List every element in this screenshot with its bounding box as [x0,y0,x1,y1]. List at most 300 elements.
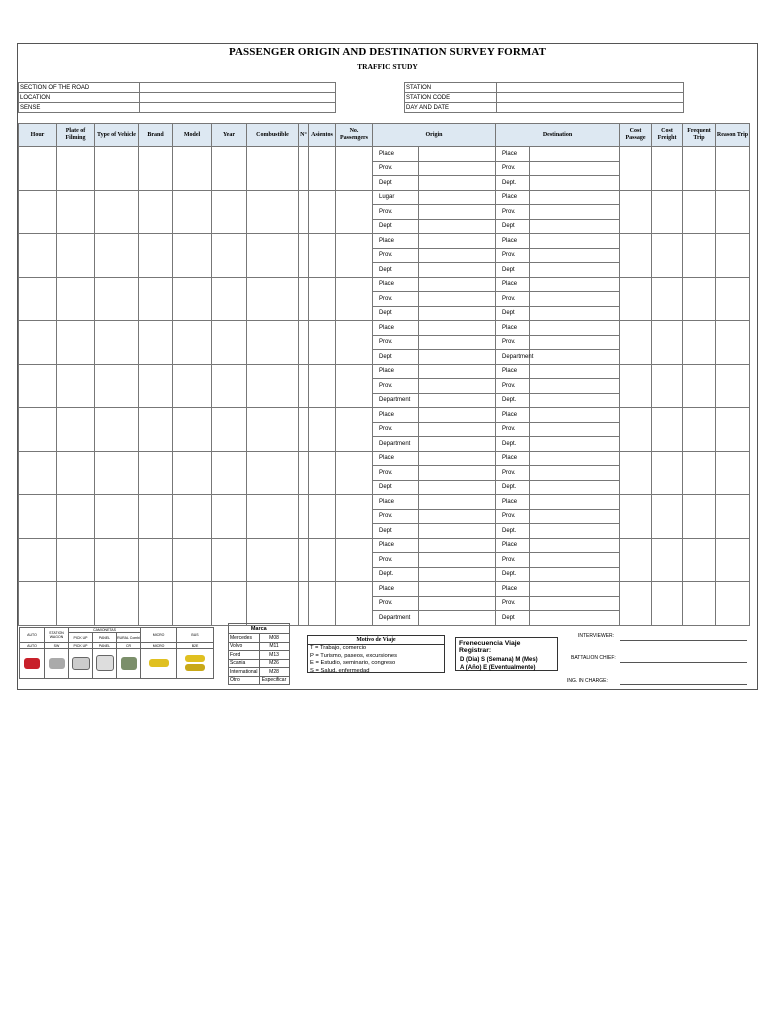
destination-value[interactable] [530,263,620,278]
info-label: SENSE [19,103,140,113]
destination-value[interactable] [530,190,620,205]
entry-cell[interactable] [173,321,212,365]
destination-value[interactable] [530,161,620,176]
entry-cell[interactable] [95,408,139,452]
table-row [19,277,750,292]
entry-cell[interactable] [173,277,212,321]
origin-value[interactable] [419,422,496,437]
entry-cell[interactable] [212,364,247,408]
destination-value[interactable] [530,422,620,437]
entry-cell[interactable] [683,277,716,321]
document-title: PASSENGER ORIGIN AND DESTINATION SURVEY FORMAT [228,46,547,58]
entry-cell[interactable] [173,234,212,278]
destination-value[interactable] [530,176,620,191]
trip-reason-item: E = Estudio, seminario, congreso [310,660,396,666]
entry-cell[interactable] [299,234,309,278]
entry-cell[interactable] [19,408,57,452]
entry-cell[interactable] [716,495,750,539]
brand-code: M08 [259,634,289,643]
destination-sublabel: Prov. [496,248,530,263]
entry-cell[interactable] [212,321,247,365]
destination-value[interactable] [530,147,620,162]
destination-sublabel: Dept. [496,393,530,408]
entry-cell[interactable] [247,234,299,278]
entry-cell[interactable] [652,321,683,365]
entry-cell[interactable] [683,147,716,191]
destination-sublabel: Department [496,350,530,365]
info-value[interactable] [497,93,684,103]
entry-cell[interactable] [95,277,139,321]
entry-cell[interactable] [95,190,139,234]
entry-cell[interactable] [336,408,373,452]
destination-value[interactable] [530,509,620,524]
destination-sublabel: Prov. [496,205,530,220]
vehicle-label: CAMIONETAS [69,628,141,633]
entry-cell[interactable] [620,321,652,365]
entry-cell[interactable] [139,408,173,452]
entry-cell[interactable] [309,321,336,365]
column-header: Cost Passage [620,124,652,147]
entry-cell[interactable] [95,582,139,626]
entry-cell[interactable] [173,451,212,495]
column-header: Origin [373,124,496,147]
entry-cell[interactable] [57,364,95,408]
destination-value[interactable] [530,248,620,263]
info-value[interactable] [497,103,684,113]
vehicle-label: MICRO [141,628,177,643]
entry-cell[interactable] [683,451,716,495]
entry-cell[interactable] [299,364,309,408]
origin-value[interactable] [419,263,496,278]
entry-cell[interactable] [299,451,309,495]
entry-cell[interactable] [299,538,309,582]
origin-value[interactable] [419,379,496,394]
entry-cell[interactable] [139,234,173,278]
vehicle-label: RURAL Combi [117,633,141,643]
destination-sublabel: Prov. [496,161,530,176]
entry-cell[interactable] [212,147,247,191]
info-label: STATION [405,83,497,93]
destination-value[interactable] [530,567,620,582]
engineer-line[interactable] [620,684,747,685]
entry-cell[interactable] [247,277,299,321]
entry-cell[interactable] [652,277,683,321]
entry-cell[interactable] [309,495,336,539]
destination-sublabel: Dept [496,611,530,626]
origin-value[interactable] [419,393,496,408]
entry-cell[interactable] [620,277,652,321]
origin-value[interactable] [419,538,496,553]
brand-legend [228,623,290,685]
destination-sublabel: Dept. [496,567,530,582]
origin-sublabel: Prov. [373,205,419,220]
column-header: Frequent Trip [683,124,716,147]
entry-cell[interactable] [652,538,683,582]
entry-cell[interactable] [683,495,716,539]
destination-value[interactable] [530,393,620,408]
brand-code: M26 [259,659,289,668]
entry-cell[interactable] [139,495,173,539]
entry-cell[interactable] [139,538,173,582]
destination-value[interactable] [530,437,620,452]
entry-cell[interactable] [309,147,336,191]
origin-value[interactable] [419,553,496,568]
entry-cell[interactable] [652,234,683,278]
entry-cell[interactable] [652,364,683,408]
origin-sublabel: Place [373,147,419,162]
destination-value[interactable] [530,379,620,394]
footer [18,623,757,689]
entry-cell[interactable] [620,451,652,495]
entry-cell[interactable] [173,147,212,191]
destination-value[interactable] [530,321,620,336]
origin-sublabel: Place [373,451,419,466]
origin-sublabel: Prov. [373,335,419,350]
destination-sublabel: Dept. [496,480,530,495]
column-header: Brand [139,124,173,147]
entry-cell[interactable] [620,538,652,582]
frequency-line: D (Dia) S (Semana) M (Mes) [460,657,538,663]
entry-cell[interactable] [19,495,57,539]
entry-cell[interactable] [139,277,173,321]
vehicle-code: PICK UP [69,643,93,649]
entry-cell[interactable] [336,582,373,626]
origin-sublabel: Place [373,234,419,249]
entry-cell[interactable] [299,408,309,452]
destination-sublabel: Place [496,190,530,205]
vehicle-code: AUTO [20,643,45,649]
entry-cell[interactable] [716,190,750,234]
entry-cell[interactable] [247,495,299,539]
entry-cell[interactable] [683,234,716,278]
entry-cell[interactable] [336,451,373,495]
origin-value[interactable] [419,234,496,249]
origin-sublabel: Prov. [373,379,419,394]
entry-cell[interactable] [620,147,652,191]
entry-cell[interactable] [19,277,57,321]
destination-value[interactable] [530,480,620,495]
entry-cell[interactable] [139,364,173,408]
origin-value[interactable] [419,219,496,234]
entry-cell[interactable] [19,147,57,191]
entry-cell[interactable] [95,321,139,365]
entry-cell[interactable] [652,408,683,452]
entry-cell[interactable] [19,538,57,582]
entry-cell[interactable] [57,147,95,191]
origin-sublabel: Dept [373,524,419,539]
entry-cell[interactable] [716,408,750,452]
entry-cell[interactable] [95,234,139,278]
entry-cell[interactable] [716,582,750,626]
destination-sublabel: Prov. [496,335,530,350]
entry-cell[interactable] [57,495,95,539]
entry-cell[interactable] [652,147,683,191]
entry-cell[interactable] [247,582,299,626]
micro-bus-icon [141,649,177,679]
brand-name: Volvo [229,642,260,651]
entry-cell[interactable] [683,321,716,365]
trip-reason-title: Motivo de Viaje [308,636,444,645]
entry-cell[interactable] [57,321,95,365]
origin-value[interactable] [419,176,496,191]
entry-cell[interactable] [309,538,336,582]
entry-cell[interactable] [139,321,173,365]
entry-cell[interactable] [716,321,750,365]
destination-value[interactable] [530,582,620,597]
entry-cell[interactable] [652,582,683,626]
brand-row [229,642,290,651]
entry-cell[interactable] [336,321,373,365]
info-label: DAY AND DATE [405,103,497,113]
entry-cell[interactable] [299,190,309,234]
origin-value[interactable] [419,306,496,321]
origin-value[interactable] [419,480,496,495]
entry-cell[interactable] [212,495,247,539]
entry-cell[interactable] [620,582,652,626]
entry-cell[interactable] [95,451,139,495]
entry-cell[interactable] [19,364,57,408]
entry-cell[interactable] [173,582,212,626]
engineer-label: ING. IN CHARGE: [567,678,608,684]
origin-value[interactable] [419,596,496,611]
station-wagon-icon [45,649,69,679]
entry-cell[interactable] [247,190,299,234]
destination-value[interactable] [530,596,620,611]
origin-value[interactable] [419,277,496,292]
entry-cell[interactable] [57,582,95,626]
entry-cell[interactable] [620,408,652,452]
origin-value[interactable] [419,495,496,510]
destination-value[interactable] [530,277,620,292]
origin-value[interactable] [419,509,496,524]
entry-cell[interactable] [652,190,683,234]
origin-value[interactable] [419,205,496,220]
column-header: N° [299,124,309,147]
entry-cell[interactable] [652,451,683,495]
entry-cell[interactable] [299,277,309,321]
entry-cell[interactable] [247,408,299,452]
entry-cell[interactable] [212,451,247,495]
entry-cell[interactable] [212,277,247,321]
table-row [19,147,750,162]
origin-value[interactable] [419,364,496,379]
entry-cell[interactable] [309,364,336,408]
entry-cell[interactable] [683,582,716,626]
entry-cell[interactable] [716,234,750,278]
destination-value[interactable] [530,205,620,220]
entry-cell[interactable] [212,190,247,234]
entry-cell[interactable] [683,364,716,408]
entry-cell[interactable] [57,234,95,278]
entry-cell[interactable] [620,495,652,539]
entry-cell[interactable] [247,538,299,582]
entry-cell[interactable] [247,147,299,191]
destination-value[interactable] [530,335,620,350]
entry-cell[interactable] [299,582,309,626]
entry-cell[interactable] [683,538,716,582]
column-header: Combustible [247,124,299,147]
entry-cell[interactable] [139,451,173,495]
entry-cell[interactable] [19,582,57,626]
destination-sublabel: Prov. [496,292,530,307]
destination-value[interactable] [530,495,620,510]
origin-sublabel: Prov. [373,553,419,568]
entry-cell[interactable] [336,538,373,582]
entry-cell[interactable] [683,408,716,452]
entry-cell[interactable] [139,582,173,626]
destination-value[interactable] [530,234,620,249]
entry-cell[interactable] [299,321,309,365]
column-header: Cost Freight [652,124,683,147]
destination-value[interactable] [530,408,620,423]
origin-sublabel: Dept [373,176,419,191]
origin-value[interactable] [419,248,496,263]
brand-code: M28 [259,668,289,677]
brand-row [229,668,290,677]
destination-value[interactable] [530,364,620,379]
info-value[interactable] [140,93,336,103]
destination-sublabel: Dept [496,219,530,234]
destination-value[interactable] [530,553,620,568]
info-label: LOCATION [19,93,140,103]
entry-cell[interactable] [57,451,95,495]
origin-sublabel: Dept. [373,567,419,582]
destination-value[interactable] [530,466,620,481]
destination-sublabel: Dept. [496,437,530,452]
origin-value[interactable] [419,408,496,423]
entry-cell[interactable] [336,495,373,539]
origin-value[interactable] [419,567,496,582]
entry-cell[interactable] [716,538,750,582]
destination-sublabel: Prov. [496,422,530,437]
entry-cell[interactable] [247,451,299,495]
frequency-line: A (Año) E (Eventualmente) [460,665,536,671]
entry-cell[interactable] [19,234,57,278]
entry-cell[interactable] [716,364,750,408]
entry-cell[interactable] [173,495,212,539]
entry-cell[interactable] [620,364,652,408]
entry-cell[interactable] [336,234,373,278]
entry-cell[interactable] [309,451,336,495]
entry-cell[interactable] [95,364,139,408]
info-value[interactable] [140,83,336,93]
destination-value[interactable] [530,292,620,307]
entry-cell[interactable] [212,234,247,278]
entry-cell[interactable] [95,538,139,582]
entry-cell[interactable] [173,364,212,408]
destination-value[interactable] [530,451,620,466]
table-row [19,234,750,249]
destination-value[interactable] [530,524,620,539]
entry-cell[interactable] [299,147,309,191]
destination-value[interactable] [530,538,620,553]
entry-cell[interactable] [247,321,299,365]
origin-value[interactable] [419,582,496,597]
vehicle-label: BUS [177,628,214,643]
entry-cell[interactable] [309,234,336,278]
info-value[interactable] [140,103,336,113]
entry-cell[interactable] [173,538,212,582]
entry-cell[interactable] [57,538,95,582]
entry-cell[interactable] [95,495,139,539]
interviewer-line[interactable] [620,640,747,641]
destination-value[interactable] [530,219,620,234]
entry-cell[interactable] [139,190,173,234]
entry-cell[interactable] [57,408,95,452]
origin-value[interactable] [419,335,496,350]
entry-cell[interactable] [716,451,750,495]
entry-cell[interactable] [19,190,57,234]
origin-value[interactable] [419,292,496,307]
origin-sublabel: Prov. [373,509,419,524]
origin-sublabel: Place [373,364,419,379]
origin-value[interactable] [419,437,496,452]
entry-cell[interactable] [95,147,139,191]
entry-cell[interactable] [336,277,373,321]
destination-value[interactable] [530,350,620,365]
origin-value[interactable] [419,147,496,162]
table-row [19,451,750,466]
vehicle-label: AUTO [20,628,45,643]
origin-value[interactable] [419,161,496,176]
destination-sublabel: Dept. [496,176,530,191]
origin-value[interactable] [419,466,496,481]
entry-cell[interactable] [683,190,716,234]
entry-cell[interactable] [173,190,212,234]
entry-cell[interactable] [212,408,247,452]
origin-sublabel: Dept [373,263,419,278]
entry-cell[interactable] [336,147,373,191]
destination-value[interactable] [530,306,620,321]
entry-cell[interactable] [336,190,373,234]
info-label: SECTION OF THE ROAD [19,83,140,93]
origin-value[interactable] [419,451,496,466]
entry-cell[interactable] [309,582,336,626]
origin-value[interactable] [419,190,496,205]
entry-cell[interactable] [212,582,247,626]
origin-value[interactable] [419,350,496,365]
entry-cell[interactable] [247,364,299,408]
entry-cell[interactable] [309,190,336,234]
entry-cell[interactable] [299,495,309,539]
vehicle-code: B2E [177,643,214,649]
entry-cell[interactable] [19,321,57,365]
entry-cell[interactable] [336,364,373,408]
entry-cell[interactable] [652,495,683,539]
entry-cell[interactable] [57,190,95,234]
panel-van-icon [93,649,117,679]
entry-cell[interactable] [620,234,652,278]
entry-cell[interactable] [309,408,336,452]
entry-cell[interactable] [173,408,212,452]
origin-sublabel: Department [373,437,419,452]
entry-cell[interactable] [212,538,247,582]
entry-cell[interactable] [19,451,57,495]
origin-value[interactable] [419,321,496,336]
info-value[interactable] [497,83,684,93]
entry-cell[interactable] [309,277,336,321]
info-left-table [18,82,336,113]
battalion-chief-line[interactable] [620,662,747,663]
entry-cell[interactable] [716,147,750,191]
table-row [19,190,750,205]
entry-cell[interactable] [620,190,652,234]
entry-cell[interactable] [139,147,173,191]
brand-row [229,651,290,660]
entry-cell[interactable] [716,277,750,321]
origin-value[interactable] [419,524,496,539]
entry-cell[interactable] [57,277,95,321]
